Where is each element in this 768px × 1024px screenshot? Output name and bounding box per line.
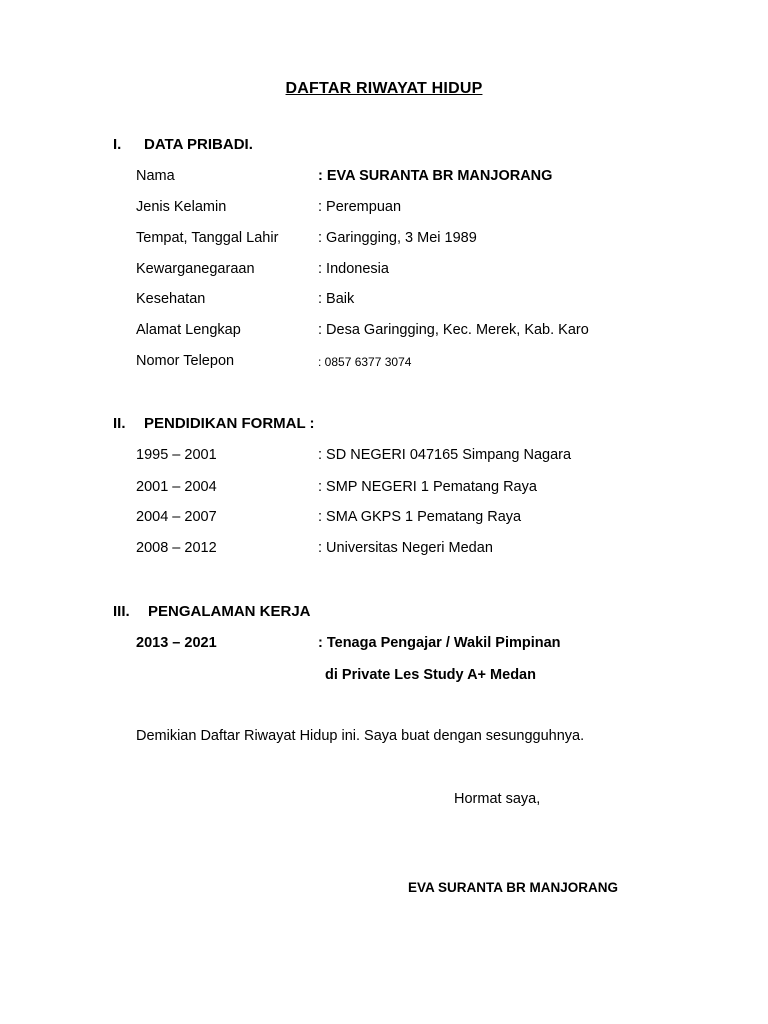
row-value: : Tenaga Pengajar / Wakil Pimpinan	[318, 635, 561, 651]
row-value: : Desa Garingging, Kec. Merek, Kab. Karo	[318, 322, 589, 338]
row-label: Alamat Lengkap	[136, 322, 241, 338]
row-label: 2008 – 2012	[136, 540, 217, 556]
row-label: Tempat, Tanggal Lahir	[136, 230, 279, 246]
education-row	[136, 509, 696, 529]
section-title: PENDIDIKAN FORMAL :	[144, 415, 315, 432]
personal-row-phone	[136, 353, 696, 373]
personal-row-address	[136, 322, 696, 342]
row-label: 2004 – 2007	[136, 509, 217, 525]
work-row	[136, 635, 696, 655]
row-label: Nomor Telepon	[136, 353, 235, 369]
section-number: III.	[113, 603, 130, 620]
row-value: : SMP NEGERI 1 Pematang Raya	[318, 479, 537, 495]
section-heading-personal	[113, 136, 253, 153]
personal-row-gender	[136, 199, 696, 219]
education-row	[136, 479, 696, 499]
section-number: I.	[113, 136, 122, 153]
row-label: Jenis Kelamin	[136, 199, 227, 215]
row-value: : SD NEGERI 047165 Simpang Nagara	[318, 447, 572, 463]
row-value: : Universitas Negeri Medan	[318, 540, 493, 556]
section-title: PENGALAMAN KERJA	[148, 603, 311, 620]
row-value: : EVA SURANTA BR MANJORANG	[318, 168, 553, 184]
row-label: Nama	[136, 168, 175, 184]
work-row-continuation	[136, 667, 696, 687]
personal-row-health	[136, 291, 696, 311]
personal-row-citizenship	[136, 261, 696, 281]
section-number: II.	[113, 415, 126, 432]
row-value: : 0857 6377 3074	[318, 355, 412, 369]
personal-row-birth	[136, 230, 696, 250]
education-row	[136, 447, 696, 467]
row-value: : Perempuan	[318, 199, 402, 215]
section-title: DATA PRIBADI.	[144, 136, 253, 153]
row-value: : Indonesia	[318, 261, 389, 277]
closing-statement: Demikian Daftar Riwayat Hidup ini. Saya buat dengan sesungguhnya.	[136, 728, 585, 744]
signature-name: EVA SURANTA BR MANJORANG	[408, 880, 619, 895]
section-heading-education	[113, 415, 315, 432]
row-label: 1995 – 2001	[136, 447, 217, 463]
row-value: : Garingging, 3 Mei 1989	[318, 230, 477, 246]
row-value: : Baik	[318, 291, 355, 307]
education-row	[136, 540, 696, 560]
row-label: Kesehatan	[136, 291, 206, 307]
document-title: DAFTAR RIWAYAT HIDUP	[285, 80, 483, 97]
row-label: 2001 – 2004	[136, 479, 217, 495]
row-value: : SMA GKPS 1 Pematang Raya	[318, 509, 522, 525]
salutation: Hormat saya,	[454, 791, 541, 807]
row-label: 2013 – 2021	[136, 635, 217, 651]
row-value-continuation: di Private Les Study A+ Medan	[325, 667, 536, 683]
row-label: Kewarganegaraan	[136, 261, 255, 277]
personal-row-name	[136, 168, 696, 188]
section-heading-work	[113, 603, 311, 620]
